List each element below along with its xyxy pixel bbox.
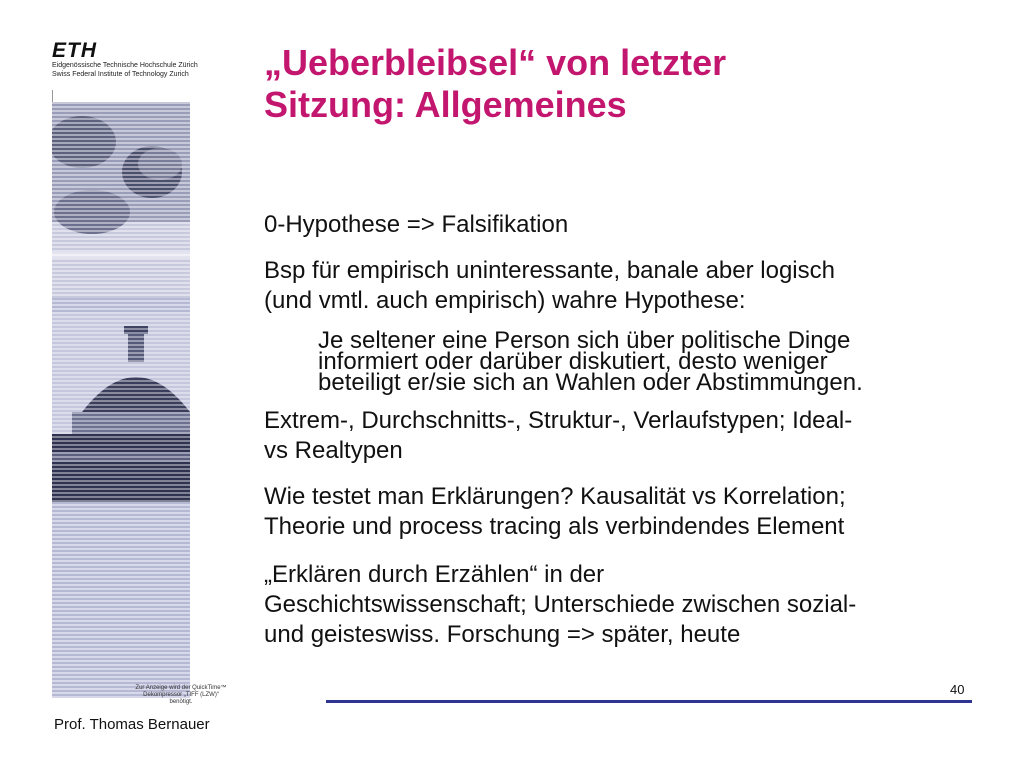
bullet-narrative-explanation	[264, 560, 984, 650]
example-hypothesis-quote	[318, 327, 978, 396]
bullet-text: Geschichtswissenschaft; Unterschiede zwischen sozial-	[264, 591, 857, 618]
title-line-2: Sitzung: Allgemeines	[264, 84, 627, 125]
bullet-text: und geisteswiss. Forschung => später, heute	[264, 621, 741, 648]
eth-name-german: Eidgenössische Technische Hochschule Zürich	[52, 62, 198, 69]
quote-line: beteiligt er/sie sich an Wahlen oder Abstimmungen.	[318, 369, 863, 396]
slide-title	[264, 42, 904, 126]
bullet-text: Extrem-, Durchschnitts-, Struktur-, Verlaufstypen; Ideal-	[264, 407, 853, 434]
dome-building-photo	[52, 312, 190, 502]
quicktime-line-3: benötigt.	[169, 699, 193, 705]
bullet-text: vs Realtypen	[264, 437, 403, 464]
page-number: 40	[950, 682, 965, 697]
bullet-text: Wie testet man Erklärungen? Kausalität vs Korrelation;	[264, 483, 846, 510]
quicktime-line-2: Dekompressor „TIFF (LZW)“	[143, 692, 219, 698]
bullet-text: „Erklären durch Erzählen“ in der	[264, 561, 605, 588]
bullet-text: Bsp für empirisch uninteressante, banale aber logisch	[264, 257, 835, 284]
bullet-null-hypothesis	[264, 210, 984, 240]
footer-author: Prof. Thomas Bernauer	[54, 716, 210, 733]
bullet-testing-explanations	[264, 482, 984, 542]
title-line-1: „Ueberbleibsel“ von letzter	[264, 42, 727, 83]
bullet-types	[264, 406, 984, 466]
quote-line: informiert oder darüber diskutiert, desto weniger	[318, 348, 828, 375]
bullet-example-hypothesis	[264, 256, 984, 316]
side-photo-strip	[52, 102, 190, 698]
eth-name-english: Swiss Federal Institute of Technology Zurich	[52, 71, 189, 78]
eth-logo	[52, 40, 202, 79]
bullet-text: (und vmtl. auch empirisch) wahre Hypothese:	[264, 287, 746, 314]
quicktime-placeholder-note	[116, 685, 246, 706]
quicktime-line-1: Zur Anzeige wird der QuickTime™	[135, 685, 227, 691]
bullet-text: Theorie und process tracing als verbindendes Element	[264, 513, 845, 540]
quote-line: Je seltener eine Person sich über politische Dinge	[318, 327, 851, 354]
students-photo	[52, 102, 190, 298]
eth-wordmark: ETH	[52, 39, 97, 62]
footer-divider	[326, 700, 972, 703]
bullet-text: 0-Hypothese => Falsifikation	[264, 211, 569, 238]
